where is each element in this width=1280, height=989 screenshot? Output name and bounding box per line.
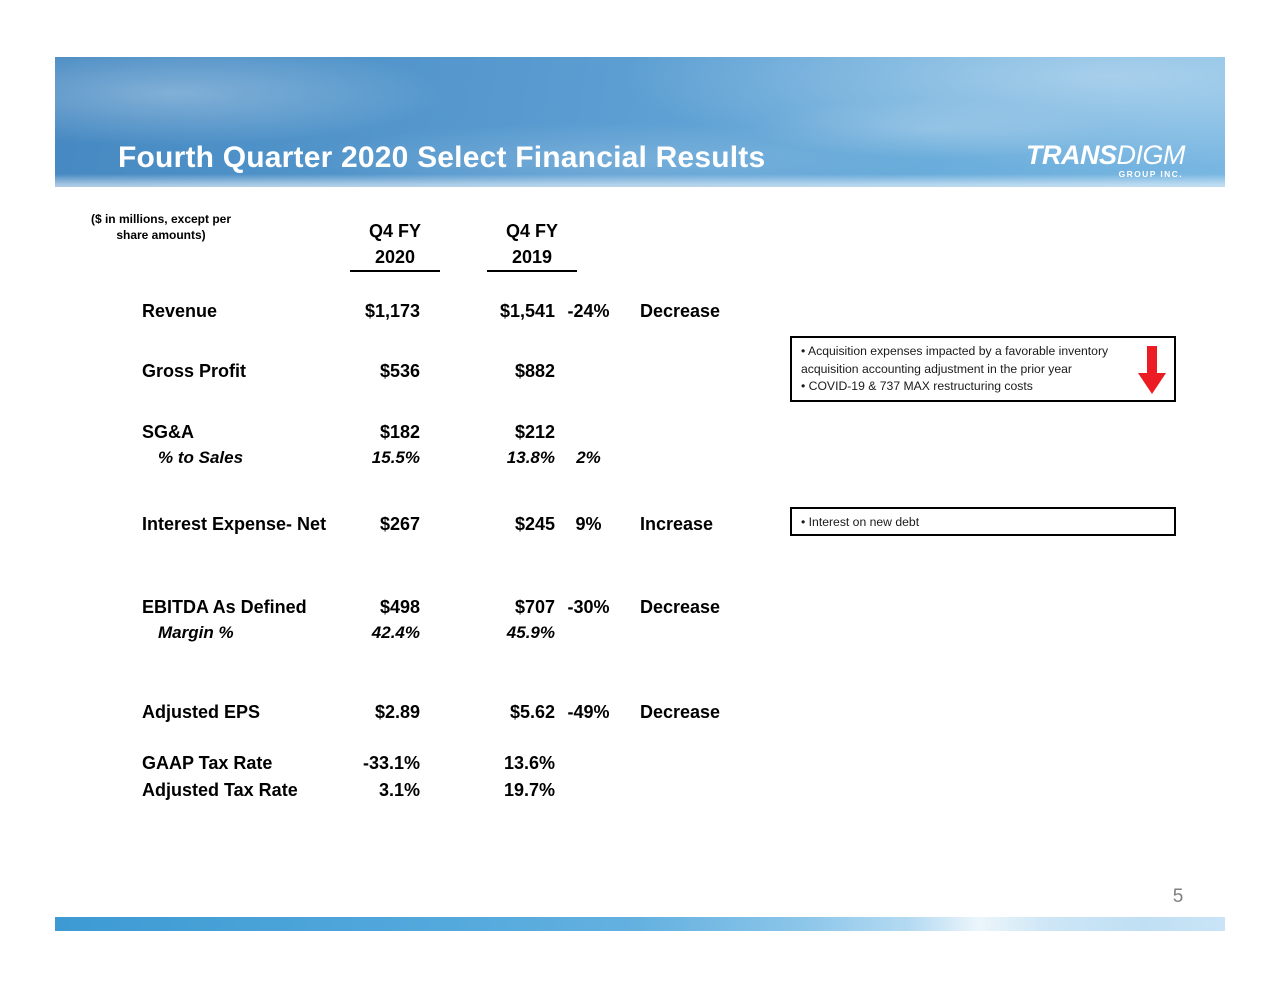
change-direction	[622, 447, 752, 469]
column-period-label: Q4 FY	[505, 221, 558, 241]
footer-bar	[55, 917, 1225, 931]
fy2020-value: $536	[379, 361, 420, 381]
table-row-gaap-tax-rate	[142, 752, 752, 774]
fy2020-value: $498	[379, 597, 420, 617]
change-direction	[622, 752, 752, 774]
column-year-label: 2019	[487, 244, 577, 272]
table-row-percent-to-sales	[142, 447, 752, 469]
fy2019-value: 19.7%	[503, 780, 555, 800]
fy2020-value: 3.1%	[378, 780, 420, 800]
units-note-line1: ($ in millions, except per	[90, 212, 232, 226]
fy2020-value: $182	[379, 422, 420, 442]
column-header-q4fy2020	[350, 218, 440, 272]
fy2019-value: $882	[514, 361, 555, 381]
red-down-arrow-icon	[1137, 346, 1167, 394]
table-row-sga	[142, 421, 752, 443]
row-label: Adjusted EPS	[142, 702, 261, 722]
change-direction	[622, 421, 752, 443]
change-percent: -30%	[567, 597, 610, 617]
change-direction: Increase	[640, 514, 714, 534]
fy2019-value: 45.9%	[506, 623, 555, 642]
table-row-interest-expense	[142, 513, 752, 535]
fy2019-value: 13.6%	[503, 753, 555, 773]
fy2020-value: $267	[379, 514, 420, 534]
change-percent: 9%	[575, 514, 602, 534]
logo-trans-text: TRANS	[1026, 139, 1117, 170]
slide-header-banner	[55, 57, 1225, 187]
row-label: Revenue	[142, 301, 218, 321]
logo-group-inc-text: GROUP INC.	[1118, 168, 1183, 179]
change-direction	[622, 622, 752, 644]
change-percent: -24%	[567, 301, 610, 321]
table-row-revenue	[142, 300, 752, 322]
units-note	[85, 212, 237, 243]
row-label: GAAP Tax Rate	[142, 753, 273, 773]
transdigm-logo-wordmark	[1026, 139, 1185, 170]
row-label: EBITDA As Defined	[142, 597, 307, 617]
callout-bullet: • Interest on new debt	[801, 515, 920, 529]
table-row-adjusted-tax-rate	[142, 779, 752, 801]
slide-title: Fourth Quarter 2020 Select Financial Results	[118, 141, 766, 174]
change-percent	[555, 360, 622, 382]
fy2020-value: -33.1%	[362, 753, 420, 773]
callout-bullet: • Acquisition expenses impacted by a favorable inventory acquisition accounting adjustment in the prior year	[801, 344, 1109, 376]
change-direction	[622, 779, 752, 801]
change-percent: -49%	[567, 702, 610, 722]
row-label: Gross Profit	[142, 361, 247, 381]
row-label: Margin %	[158, 623, 234, 642]
fy2019-value: $707	[514, 597, 555, 617]
change-percent	[555, 752, 622, 774]
change-direction	[622, 360, 752, 382]
callout-bullet: • COVID-19 & 737 MAX restructuring costs	[801, 379, 1033, 394]
table-row-margin-percent	[142, 622, 752, 644]
table-row-ebitda	[142, 596, 752, 618]
logo-digm-text: DIGM	[1116, 139, 1185, 170]
fy2019-value: $1,541	[499, 301, 555, 321]
callout-interest-expense	[790, 507, 1176, 536]
units-note-line2: share amounts)	[116, 227, 206, 242]
row-label: % to Sales	[158, 448, 244, 467]
change-percent	[555, 421, 622, 443]
row-label: SG&A	[142, 422, 195, 442]
callout-gross-profit	[790, 336, 1176, 402]
column-year-label: 2020	[350, 244, 440, 272]
transdigm-logo	[1026, 139, 1185, 179]
fy2020-value: 15.5%	[371, 448, 420, 467]
change-percent	[555, 622, 622, 644]
change-percent	[555, 779, 622, 801]
change-direction: Decrease	[640, 301, 721, 321]
table-row-gross-profit	[142, 360, 752, 382]
row-label: Adjusted Tax Rate	[142, 780, 298, 800]
fy2019-value: 13.8%	[506, 448, 555, 467]
change-direction: Decrease	[640, 597, 721, 617]
fy2020-value: $1,173	[364, 301, 420, 321]
page-number: 5	[1172, 886, 1184, 907]
row-label: Interest Expense- Net	[142, 514, 327, 534]
column-header-q4fy2019	[487, 218, 577, 272]
column-period-label: Q4 FY	[368, 221, 421, 241]
fy2020-value: $2.89	[374, 702, 420, 722]
fy2019-value: $5.62	[509, 702, 555, 722]
fy2020-value: 42.4%	[371, 623, 420, 642]
fy2019-value: $245	[514, 514, 555, 534]
table-row-adjusted-eps	[142, 701, 752, 723]
change-percent: 2%	[576, 448, 601, 467]
fy2019-value: $212	[514, 422, 555, 442]
change-direction: Decrease	[640, 702, 721, 722]
